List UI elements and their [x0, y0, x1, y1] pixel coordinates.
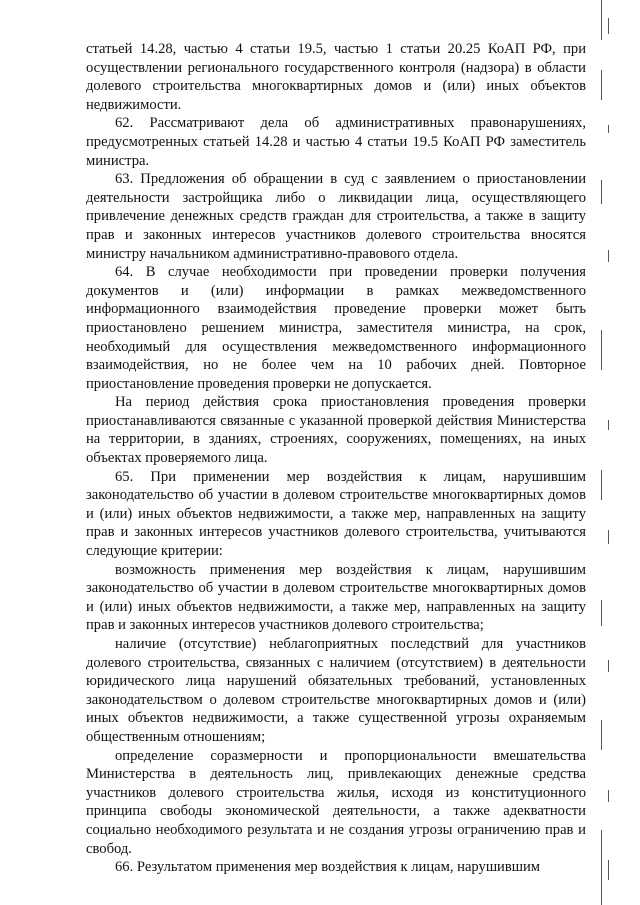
paragraph-66: 66. Результатом применения мер воздействия к лицам, нарушившим [115, 859, 541, 876]
paragraph-62: 62. Рассматривают дела об административных правонарушениях, предусмотренных статьей 14.28 и частью 4 статьи 19.5 КоАП РФ заместитель министра. [86, 115, 586, 169]
paragraph-65: 65. При применении мер воздействия к лицам, нарушившим законодательство об участии в долевом строительстве многоквартирных домов и (или) иных объектов недвижимости, а также мер, направленных на защиту прав и законных интересов участников долевого строительства, учитываются следующие критерии: [86, 468, 586, 560]
criterion-possibility: возможность применения мер воздействия к лицам, нарушившим законодательство об участии в долевом строительстве многоквартирных домов и (или) иных объектов недвижимости, а также мер, направленных на защиту прав и законных интересов участников долевого строительства; [86, 561, 586, 634]
criterion-consequences: наличие (отсутствие) неблагоприятных последствий для участников долевого строительства, связанных с наличием (отсутствием) в деятельности юридического лица нарушений обязательных требований, установленных законодательством о долевом строительстве многоквартирных домов и (или) иных объектов недвижимости, а также существенной угрозы охраняемым общественным отношениям; [86, 636, 586, 745]
paragraph-63: 63. Предложения об обращении в суд с заявлением о приостановлении деятельности застройщика либо о ликвидации лица, осуществляющего привлечение денежных средств граждан для строительства, а также в защиту прав и законных интересов участников долевого строительства вносятся министру начальником административно-правового отдела. [86, 171, 586, 262]
paragraph-continuation: статьей 14.28, частью 4 статьи 19.5, частью 1 статьи 20.25 КоАП РФ, при осуществлении регионального государственного контроля (надзора) в области долевого строительства многоквартирных домов и (или) иных объектов недвижимости. [86, 41, 586, 113]
page-edge-marks [598, 0, 618, 905]
paragraph-64: 64. В случае необходимости при проведении проверки получения документов и (или) информации в рамках межведомственного информационного взаимодействия проведение проверки может быть приостановлено решением министра, заместителя министра, на срок, необходимый для осуществления межведомственного информационного взаимодействия, но не более чем на 10 рабочих дней. Повторное приостановление проведения проверки не допускается. [86, 264, 586, 392]
paragraph-64-suspension: На период действия срока приостановления проведения проверки приостанавливаются связанные с указанной проверкой действия Министерства на территории, в зданиях, строениях, сооружениях, помещениях, на иных объектах проверяемого лица. [86, 394, 586, 467]
criterion-proportionality: определение соразмерности и пропорциональности вмешательства Министерства в деятельность лиц, привлекающих денежные средства участников долевого строительства жилья, исходя из конституционного принципа свободы экономической деятельности, а также адекватности социально необходимого результата и не создания угрозы ограничению прав и свобод. [86, 747, 586, 857]
document-body [86, 40, 586, 877]
